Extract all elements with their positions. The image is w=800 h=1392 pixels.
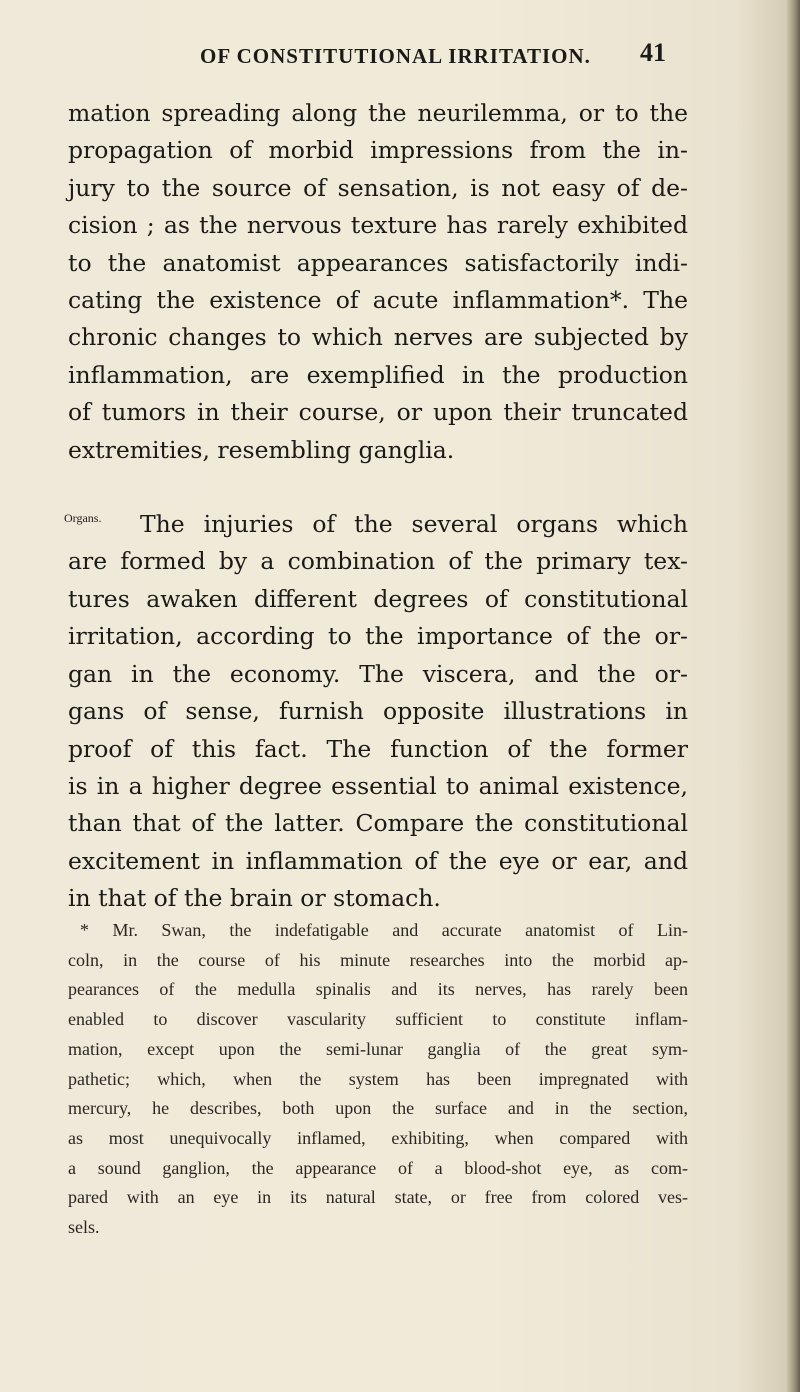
footnote-line: enabled to discover vascularity sufficient to constitute inflam- xyxy=(68,1009,688,1030)
text-line: proof of this fact. The function of the former xyxy=(68,734,688,763)
footnote-line: mercury, he describes, both upon the surface and in the section, xyxy=(68,1098,688,1119)
text-line: propagation of morbid impressions from the in- xyxy=(68,136,688,165)
text-line: mation spreading along the neurilemma, or to the xyxy=(68,99,688,127)
footnote-line: sels. xyxy=(68,1217,100,1238)
footnote-line: a sound ganglion, the appearance of a blood-shot eye, as com- xyxy=(68,1157,688,1178)
text-line: The injuries of the several organs which xyxy=(140,510,688,539)
text-line: inflammation, are exemplified in the production xyxy=(68,360,688,389)
text-line: than that of the latter. Compare the constitutional xyxy=(68,809,688,838)
footnote-line: pathetic; which, when the system has been impregnated with xyxy=(68,1068,688,1089)
text-line: irritation, according to the importance of the or- xyxy=(68,622,688,651)
text-line: jury to the source of sensation, is not easy of de- xyxy=(68,173,688,202)
paragraph-1 xyxy=(68,95,688,469)
running-title: OF CONSTITUTIONAL IRRITATION. xyxy=(200,44,591,68)
text-line: tures awaken different degrees of constitutional xyxy=(68,584,688,613)
text-line: is in a higher degree essential to animal existence, xyxy=(68,771,688,800)
page-edge-shadow xyxy=(786,0,800,1392)
text-line: in that of the brain or stomach. xyxy=(68,884,441,913)
page-number: 41 xyxy=(640,38,666,67)
text-line: are formed by a combination of the primary tex- xyxy=(68,547,688,576)
paragraph-2 xyxy=(68,506,688,917)
text-line: excitement in inflammation of the eye or ear, and xyxy=(68,846,688,875)
footnote-line: * Mr. Swan, the indefatigable and accurate anatomist of Lin- xyxy=(80,920,688,940)
text-line: extremities, resembling ganglia. xyxy=(68,435,455,464)
text-line: cision ; as the nervous texture has rarely exhibited xyxy=(68,211,688,240)
text-line: gans of sense, furnish opposite illustrations in xyxy=(68,697,688,726)
footnote-line: as most unequivocally inflamed, exhibiting, when compared with xyxy=(68,1127,688,1148)
text-line: of tumors in their course, or upon their truncated xyxy=(68,398,688,427)
footnote-line: pearances of the medulla spinalis and its nerves, has rarely been xyxy=(68,979,688,1000)
text-line: cating the existence of acute inflammation*. The xyxy=(68,286,688,315)
main-text xyxy=(68,95,688,918)
footnote-line: mation, except upon the semi-lunar ganglia of the great sym- xyxy=(68,1038,688,1059)
text-line: chronic changes to which nerves are subjected by xyxy=(68,323,688,352)
footnote-line: coln, in the course of his minute researches into the morbid ap- xyxy=(68,949,688,970)
margin-note: Organs. xyxy=(64,511,102,525)
text-line: gan in the economy. The viscera, and the or- xyxy=(68,659,688,688)
footnote-line: pared with an eye in its natural state, or free from colored ves- xyxy=(68,1187,688,1208)
text-line: to the anatomist appearances satisfactorily indi- xyxy=(68,248,688,277)
footnote xyxy=(68,916,688,1243)
